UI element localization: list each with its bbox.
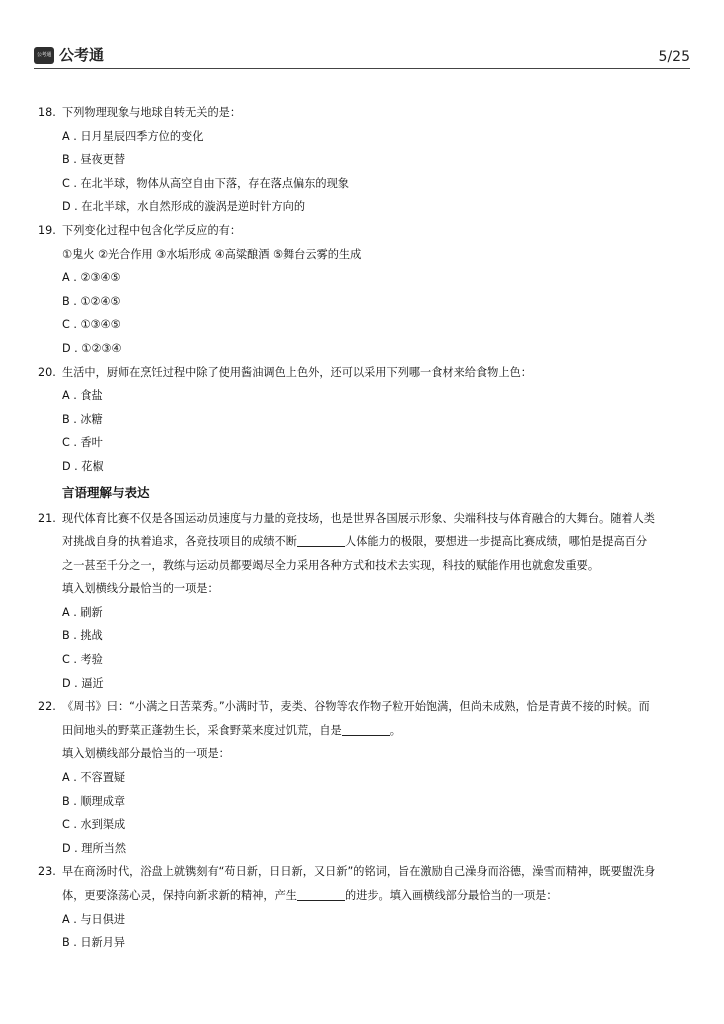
question-text-line-2 <box>38 884 688 908</box>
answer-blank <box>297 888 345 901</box>
question-number: 23. <box>38 865 56 879</box>
logo-text: 公考通 <box>59 46 105 64</box>
option-c: C . 水到渠成 <box>62 818 126 832</box>
logo <box>34 46 104 64</box>
question-stem <box>38 219 688 243</box>
question-number: 20. <box>38 365 56 379</box>
text-before-blank: 田间地头的野菜正蓬勃生长，采食野菜来度过饥荒，自是 <box>62 723 342 737</box>
page-number: 5/25 <box>658 49 690 65</box>
question-number: 19. <box>38 223 56 237</box>
question-number: 21. <box>38 511 56 525</box>
question-prompt: 填入划横线分最恰当的一项是： <box>62 582 219 596</box>
option-c: C . 香叶 <box>62 436 103 450</box>
question-19 <box>38 219 688 361</box>
text-after-blank: 的进步。填入画横线部分最恰当的一项是： <box>344 889 558 902</box>
page-header <box>34 46 690 68</box>
question-stem <box>38 101 688 125</box>
question-text: 下列变化过程中包含化学反应的有： <box>62 223 242 237</box>
option-d: D . 在北半球，水自然形成的漩涡是逆时针方向的 <box>62 200 306 214</box>
question-text: 下列物理现象与地球自转无关的是： <box>62 106 242 119</box>
question-number: 18. <box>38 106 56 119</box>
option-b: B . ①②④⑤ <box>62 294 121 308</box>
option-a: A . 食盐 <box>62 389 103 403</box>
option-d: D . ①②③④ <box>62 341 122 355</box>
question-22 <box>38 695 688 860</box>
option-c: C . ①③④⑤ <box>62 318 121 332</box>
text-after-blank: 人体能力的极限，要想进一步提高比赛成绩，哪怕是提高百分 <box>344 535 648 549</box>
question-stem <box>38 860 688 884</box>
option-a: A . 日月星辰四季方位的变化 <box>62 129 204 143</box>
option-c: C . 在北半球，物体从高空自由下落，存在落点偏东的现象 <box>62 176 349 190</box>
choice-list: ①鬼火 ②光合作用 ③水垢形成 ④高粱酿酒 ⑤舞台云雾的生成 <box>62 247 362 261</box>
option-a: A . 不容置疑 <box>62 771 126 785</box>
document-body <box>38 101 688 955</box>
option-d: D . 逼近 <box>62 676 104 690</box>
question-number: 22. <box>38 700 56 714</box>
header-divider <box>34 68 690 69</box>
logo-mark: 公考通 <box>34 47 54 64</box>
section-title: 言语理解与表达 <box>62 484 150 500</box>
option-b: B . 顺理成章 <box>62 794 126 808</box>
option-a: A . ②③④⑤ <box>62 271 121 285</box>
answer-blank <box>297 534 345 547</box>
option-b: B . 挑战 <box>62 629 103 643</box>
question-stem <box>38 361 688 385</box>
question-text-line-2 <box>38 530 688 554</box>
question-stem <box>38 507 688 531</box>
question-20 <box>38 361 688 479</box>
text-after-blank: 。 <box>389 723 401 737</box>
question-text: 生活中，厨师在烹饪过程中除了使用酱油调色上色外，还可以采用下列哪一食材来给食物上色： <box>62 365 532 379</box>
option-b: B . 冰糖 <box>62 412 103 426</box>
option-d: D . 理所当然 <box>62 841 127 855</box>
option-d: D . 花椒 <box>62 459 104 473</box>
option-a: A . 刷新 <box>62 605 103 619</box>
answer-blank <box>342 723 390 736</box>
question-21 <box>38 507 688 696</box>
question-text-line-1: 《周书》曰：“小满之日苦菜秀。”小满时节，麦类、谷物等农作物子粒开始饱满，但尚未成熟，恰是青黄不接的时候。而 <box>62 700 650 714</box>
question-text-line-1: 早在商汤时代，浴盘上就镌刻有“苟日新，日日新，又日新”的铭词，旨在激励自己澡身而浴德，澡雪而精神，既要盥洗身 <box>62 865 656 879</box>
question-23 <box>38 860 688 954</box>
question-text-line-2 <box>38 719 688 743</box>
question-text-line-1: 现代体育比赛不仅是各国运动员速度与力量的竞技场，也是世界各国展示形象、尖端科技与体育融合的大舞台。随着人类 <box>62 511 655 525</box>
question-18 <box>38 101 688 219</box>
option-c: C . 考验 <box>62 653 103 667</box>
text-before-blank: 体，更要涤荡心灵，保持向新求新的精神，产生 <box>62 889 297 902</box>
option-b: B . 日新月异 <box>62 936 126 950</box>
question-text-line-3: 之一甚至千分之一，教练与运动员都要竭尽全力采用各种方式和技术去实现，科技的赋能作用也就愈发重要。 <box>62 558 600 572</box>
text-before-blank: 对挑战自身的执着追求，各竞技项目的成绩不断 <box>62 535 297 549</box>
option-b: B . 昼夜更替 <box>62 153 126 167</box>
option-a: A . 与日俱进 <box>62 912 126 926</box>
question-prompt: 填入划横线部分最恰当的一项是： <box>62 747 230 761</box>
question-stem <box>38 695 688 719</box>
